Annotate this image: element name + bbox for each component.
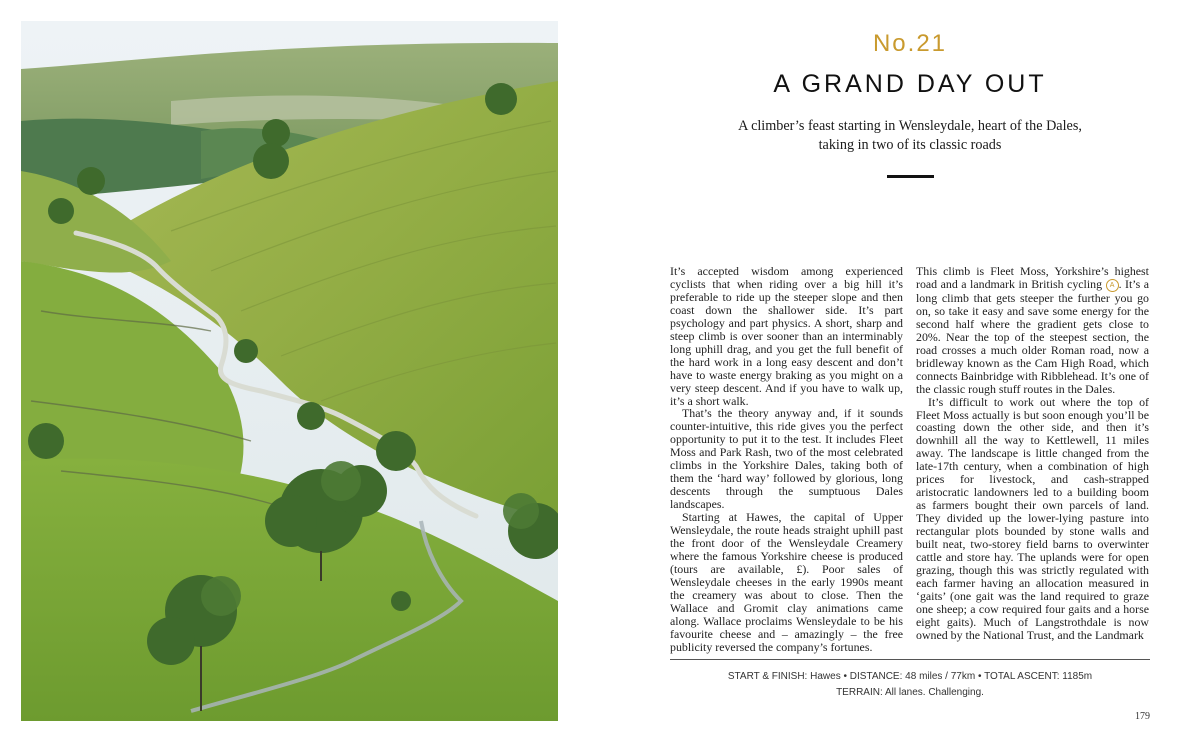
chapter-number: No.21: [872, 30, 948, 57]
terrain-label: TERRAIN:: [836, 687, 883, 698]
body-paragraph: That’s the theory anyway and, if it sounds counter-intuitive, this ride gives you the perfect opportunity to put it to the test. It includes Fleet Moss and Park Rash, two of the most celebrated climbs in the Yorkshire Dales, taking both of them the ‘hard way’ followed by glorious, long descents through the sumptuous Dales landscapes.: [670, 406, 903, 512]
route-stats-line-2: [670, 685, 1150, 701]
paragraph-text: . It’s a long climb that gets steeper the further you go on, so take it easy and save some energy for the second half where the gradient gets close to 20%. Near the top of the steepest section, the road crosses a much older Roman road, now a bridleway known as the Cam High Road, which connects Bainbridge with Ribblehead. It’s one of the classic rough stuff routes in the Dales.: [916, 276, 1149, 396]
start-label: START & FINISH:: [727, 671, 808, 682]
body-paragraph: [916, 265, 1149, 396]
body-column-2: [916, 265, 1149, 642]
distance-value: 48 miles / 77km: [905, 671, 976, 682]
subtitle-line-2: taking in two of its classic roads: [818, 136, 1002, 153]
terrain-value: All lanes. Challenging.: [884, 687, 984, 698]
chapter-subtitle: [700, 117, 1120, 154]
body-column-1: [670, 265, 903, 654]
page-number: 179: [1135, 711, 1150, 722]
ascent-label: TOTAL ASCENT:: [984, 671, 1060, 682]
ascent-value: 1185m: [1062, 671, 1093, 682]
subtitle-line-1: A climber’s feast starting in Wensleydale, heart of the Dales,: [738, 118, 1082, 134]
body-paragraph: It’s difficult to work out where the top of Fleet Moss actually is but soon enough you’ll be coasting down the other side, and then it’s downhill all the way to Kettlewell, 11 miles away. The landscape is little changed from the late-17th century, when a combination of high prices for livestock, and cash-strapped aristocratic landowners led to a building boom as farmers bought their own parcels of land. They divided up the lower-lying pasture into rectangular plots bounded by stone walls and built neat, two-storey field barns to overwinter cattle and store hay. The uplands were for open grazing, though this was strictly regulated with each farmer having an allocation measured in ‘gaits’ (one gait was the land required to graze one sheep; a cow required four gaits and a horse eight gaits). Much of Langstrothdale is now owned by the National Trust, and the Landmark: [916, 394, 1149, 642]
body-paragraph: It’s accepted wisdom among experienced cyclists that when riding over a big hill it’s preferable to ride up the steeper slope and then coast down the shallower side. It’s part psychology and part physics. A short, sharp and steep climb is over sooner than an interminably long uphill drag, and you get the full benefit of the hard work in a long easy descent and don’t have to waste energy braking as you might on a very steep descent. And if you have to walk up, it’s a short walk.: [670, 264, 903, 408]
valley-photo: [21, 21, 558, 721]
map-marker-icon: A: [1106, 279, 1119, 292]
separator: •: [977, 671, 982, 682]
start-value: Hawes: [810, 671, 841, 682]
route-stats: [670, 669, 1150, 701]
title-divider: [887, 175, 934, 178]
separator: •: [843, 671, 847, 682]
distance-label: DISTANCE:: [849, 671, 903, 682]
chapter-title: A GRAND DAY OUT: [773, 70, 1047, 98]
stats-rule: [670, 659, 1150, 660]
body-paragraph: Starting at Hawes, the capital of Upper Wensleydale, the route heads straight uphill past the front door of the Wensleydale Creamery where the famous Yorkshire cheese is produced (tours are available, £). Poor sales of Wensleydale cheeses in the early 1990s meant the creamery was about to close. Then the Wallace and Gromit clay animations came along. Wallace proclaims Wensleydale to be his favourite cheese and – amazingly – the free publicity reversed the company’s fortunes.: [670, 510, 903, 654]
route-stats-line-1: [670, 669, 1150, 685]
paragraph-text: This climb is Fleet Moss, Yorkshire’s highest road and a landmark in British cycling: [916, 264, 1149, 291]
